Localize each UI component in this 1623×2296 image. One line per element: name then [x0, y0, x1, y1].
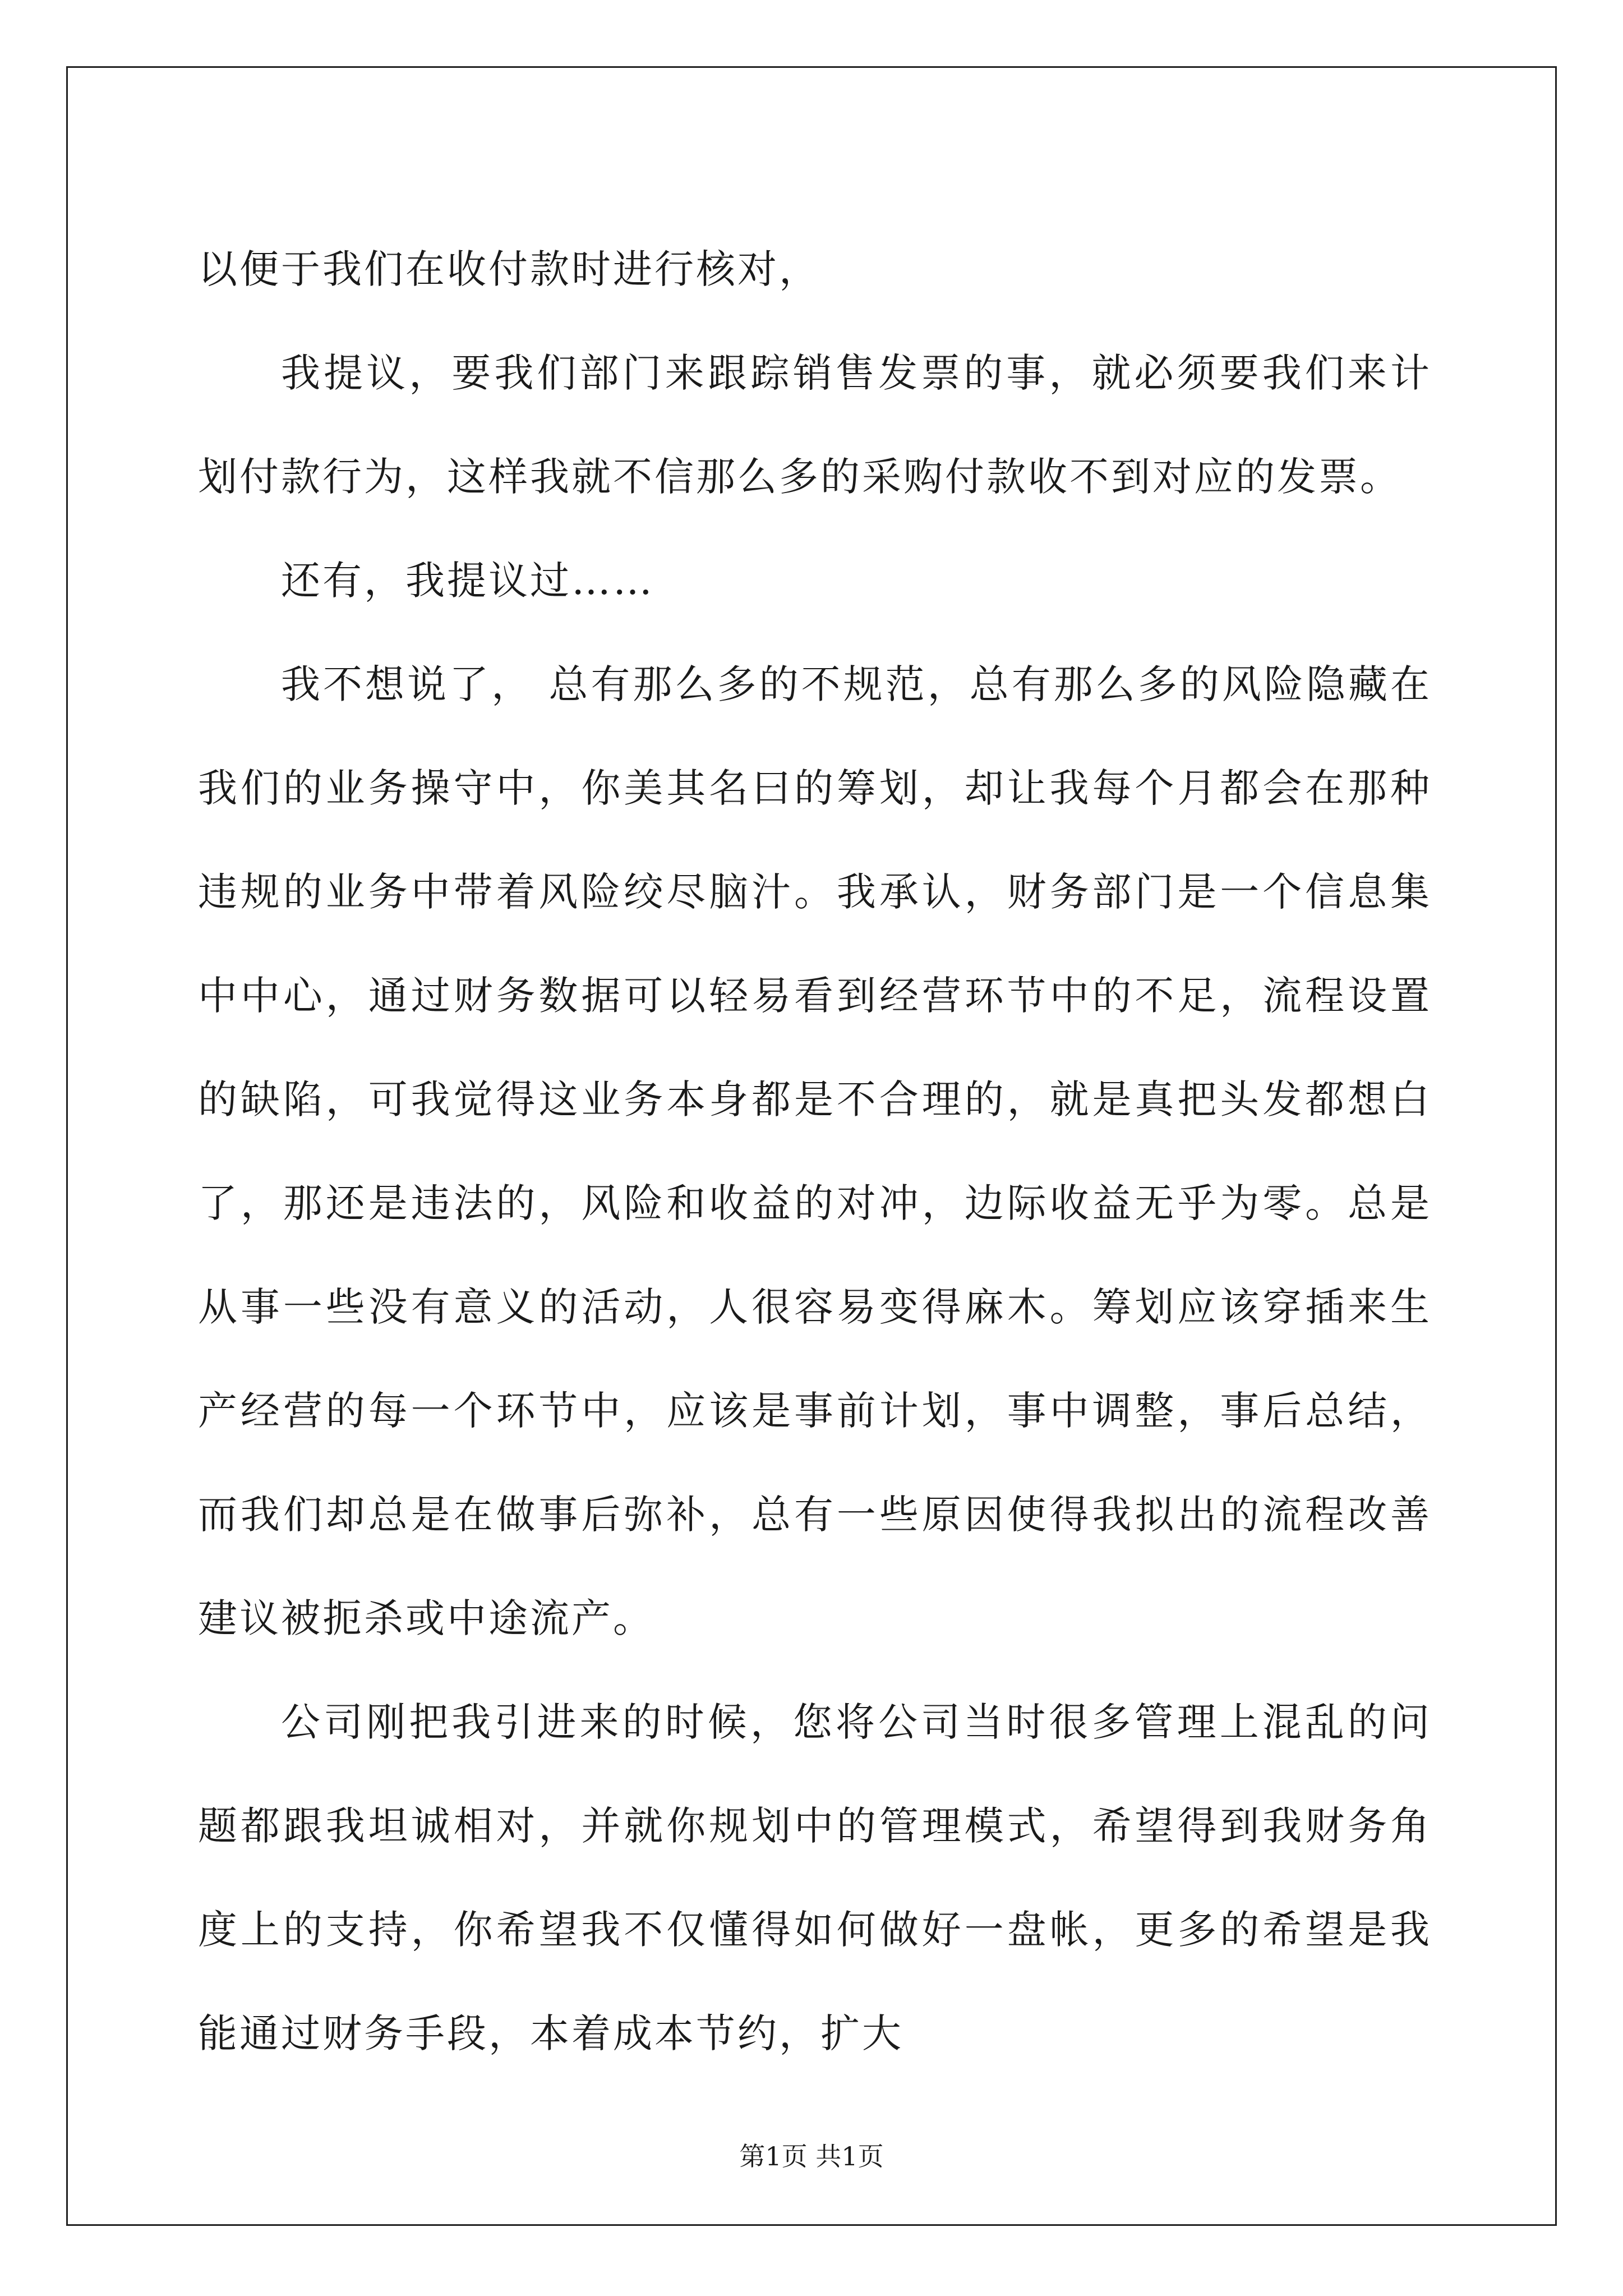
paragraph-4: 我不想说了， 总有那么多的不规范，总有那么多的风险隐藏在我们的业务操守中，你美其名曰的筹划，却让我每个月都会在那种违规的业务中带着风险绞尽脑汁。我承认，财务部门是一个信息集中中心，通过财务数据可以轻易看到经营环节中的不足，流程设置的缺陷，可我觉得这业务本身都是不合理的，就是真把头发都想白了，那还是违法的，风险和收益的对冲，边际收益无乎为零。总是从事一些没有意义的活动，人很容易变得麻木。筹划应该穿插来生产经营的每一个环节中，应该是事前计划，事中调整，事后总结，而我们却总是在做事后弥补，总有一些原因使得我拟出的流程改善建议被扼杀或中途流产。: [198, 661, 1432, 1641]
paragraph-2: 我提议，要我们部门来跟踪销售发票的事，就必须要我们来计划付款行为，这样我就不信那么多的采购付款收不到对应的发票。: [198, 350, 1432, 500]
page-number-footer: 第1页 共1页: [739, 2141, 884, 2171]
paragraph-5: 公司刚把我引进来的时候，您将公司当时很多管理上混乱的问题都跟我坦诚相对，并就你规划中的管理模式，希望得到我财务角度上的支持，你希望我不仅懂得如何做好一盘帐，更多的希望是我能通过财务手段，本着成本节约，扩大: [198, 1699, 1432, 2056]
paragraph-3: 还有，我提议过……: [281, 558, 654, 604]
document-body: [198, 218, 1432, 2086]
paragraph-1: 以便于我们在收付款时进行核对，: [198, 246, 820, 292]
